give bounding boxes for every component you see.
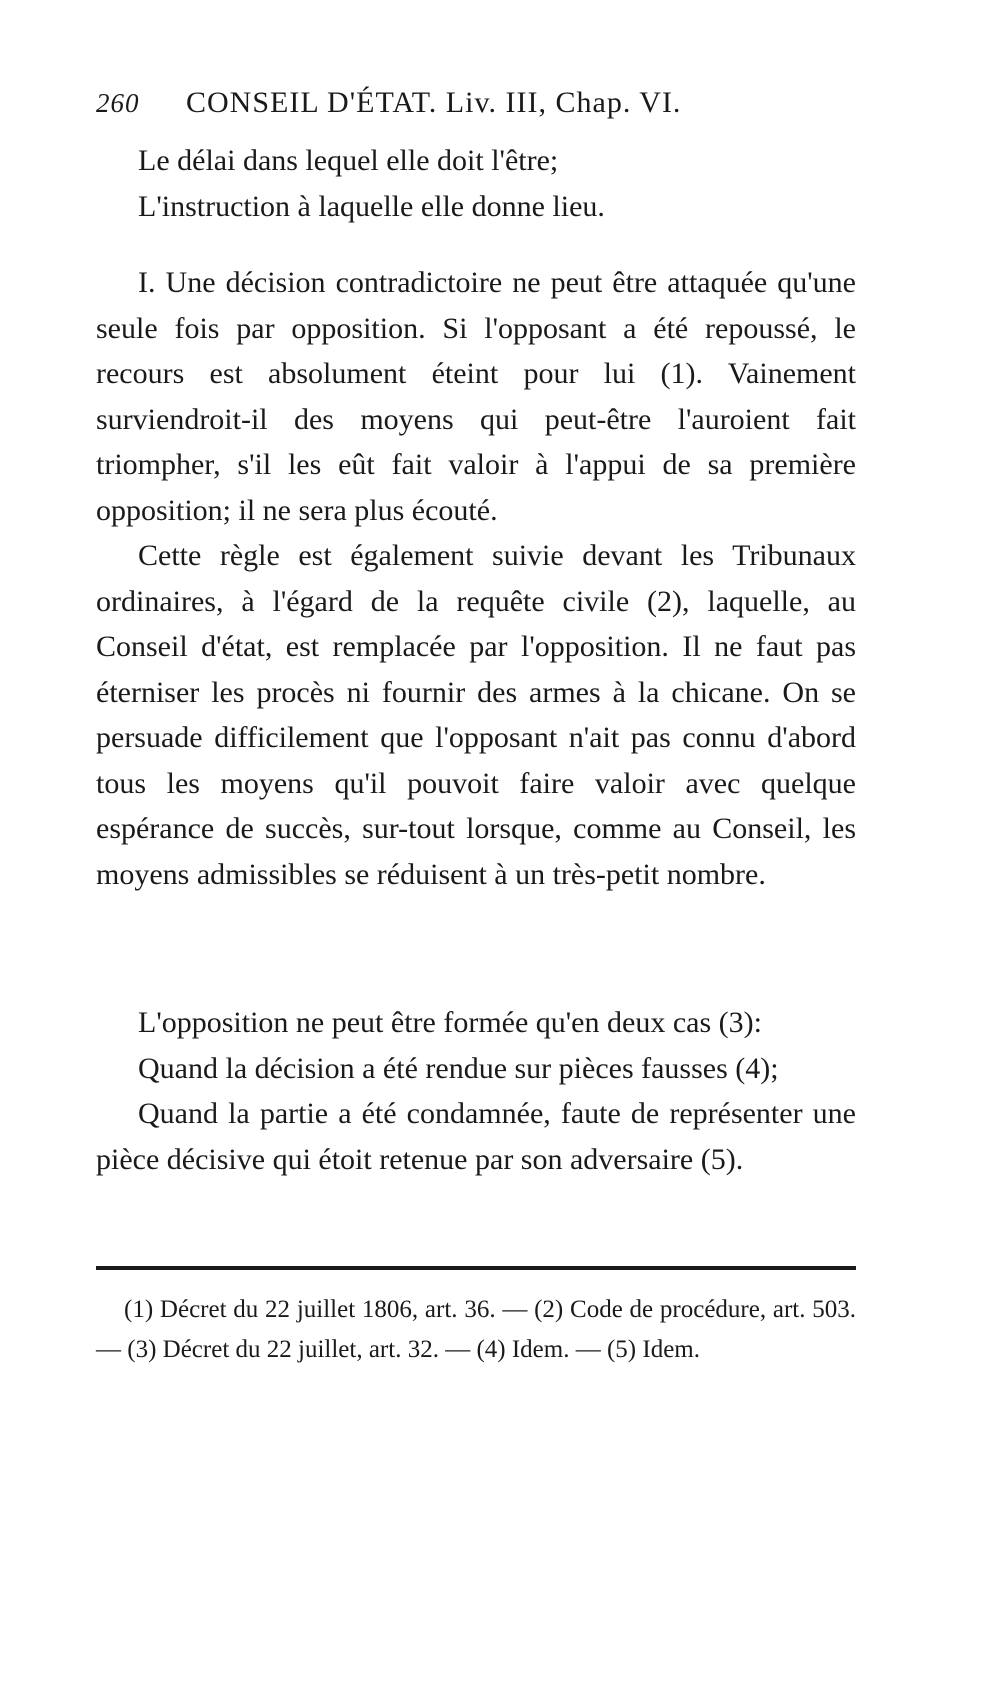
running-head — [96, 86, 856, 120]
paragraph-2: Cette règle est également suivie devant les Tribunaux ordinaires, à l'égard de la requête civile (2), laquelle, au Conseil d'état, est remplacée par l'opposition. Il ne faut pas éterniser les procès ni fournir des armes à la chicane. On se persuade difficilement que l'opposant n'ait pas connu d'abord tous les moyens qu'il pouvoit faire valoir avec quelque espérance de succès, sur-tout lorsque, comme au Conseil, les moyens admissibles se réduisent à un très-petit nombre. — [96, 539, 856, 891]
opposition-cases-line: L'opposition ne peut être formée qu'en deux cas (3): — [138, 1006, 762, 1039]
intro-line-2: L'instruction à laquelle elle donne lieu. — [138, 189, 605, 223]
paragraph-1: I. Une décision contradictoire ne peut être attaquée qu'une seule fois par opposition. Si l'opposant a été repoussé, le recours est absolument éteint pour lui (1). Vainement surviendroit-il des moyens qui peut-être l'auroient fait triompher, s'il les eût fait valoir à l'appui de sa première opposition; il ne sera plus écouté. — [96, 266, 856, 527]
footnote-rule — [96, 1266, 856, 1270]
section-2 — [96, 1000, 856, 1182]
case-false-documents-line: Quand la décision a été rendue sur pièces fausses (4); — [138, 1051, 779, 1085]
section-1 — [96, 260, 856, 897]
intro-line-1: Le délai dans lequel elle doit l'être; — [138, 144, 559, 177]
intro-lines — [96, 138, 856, 229]
footnote-text: (1) Décret du 22 juillet 1806, art. 36. — (2) Code de procédure, art. 503. — (3) Décret du 22 juillet, art. 32. — (4) Idem. — (5) Idem. — [96, 1296, 856, 1363]
case-withheld-document-paragraph: Quand la partie a été condamnée, faute de représenter une pièce décisive qui étoit retenue par son adversaire (5). — [96, 1097, 856, 1176]
footnotes — [96, 1290, 856, 1370]
page-number: 260 — [96, 88, 140, 118]
running-title: CONSEIL D'ÉTAT. Liv. III, Chap. VI. — [186, 86, 682, 119]
